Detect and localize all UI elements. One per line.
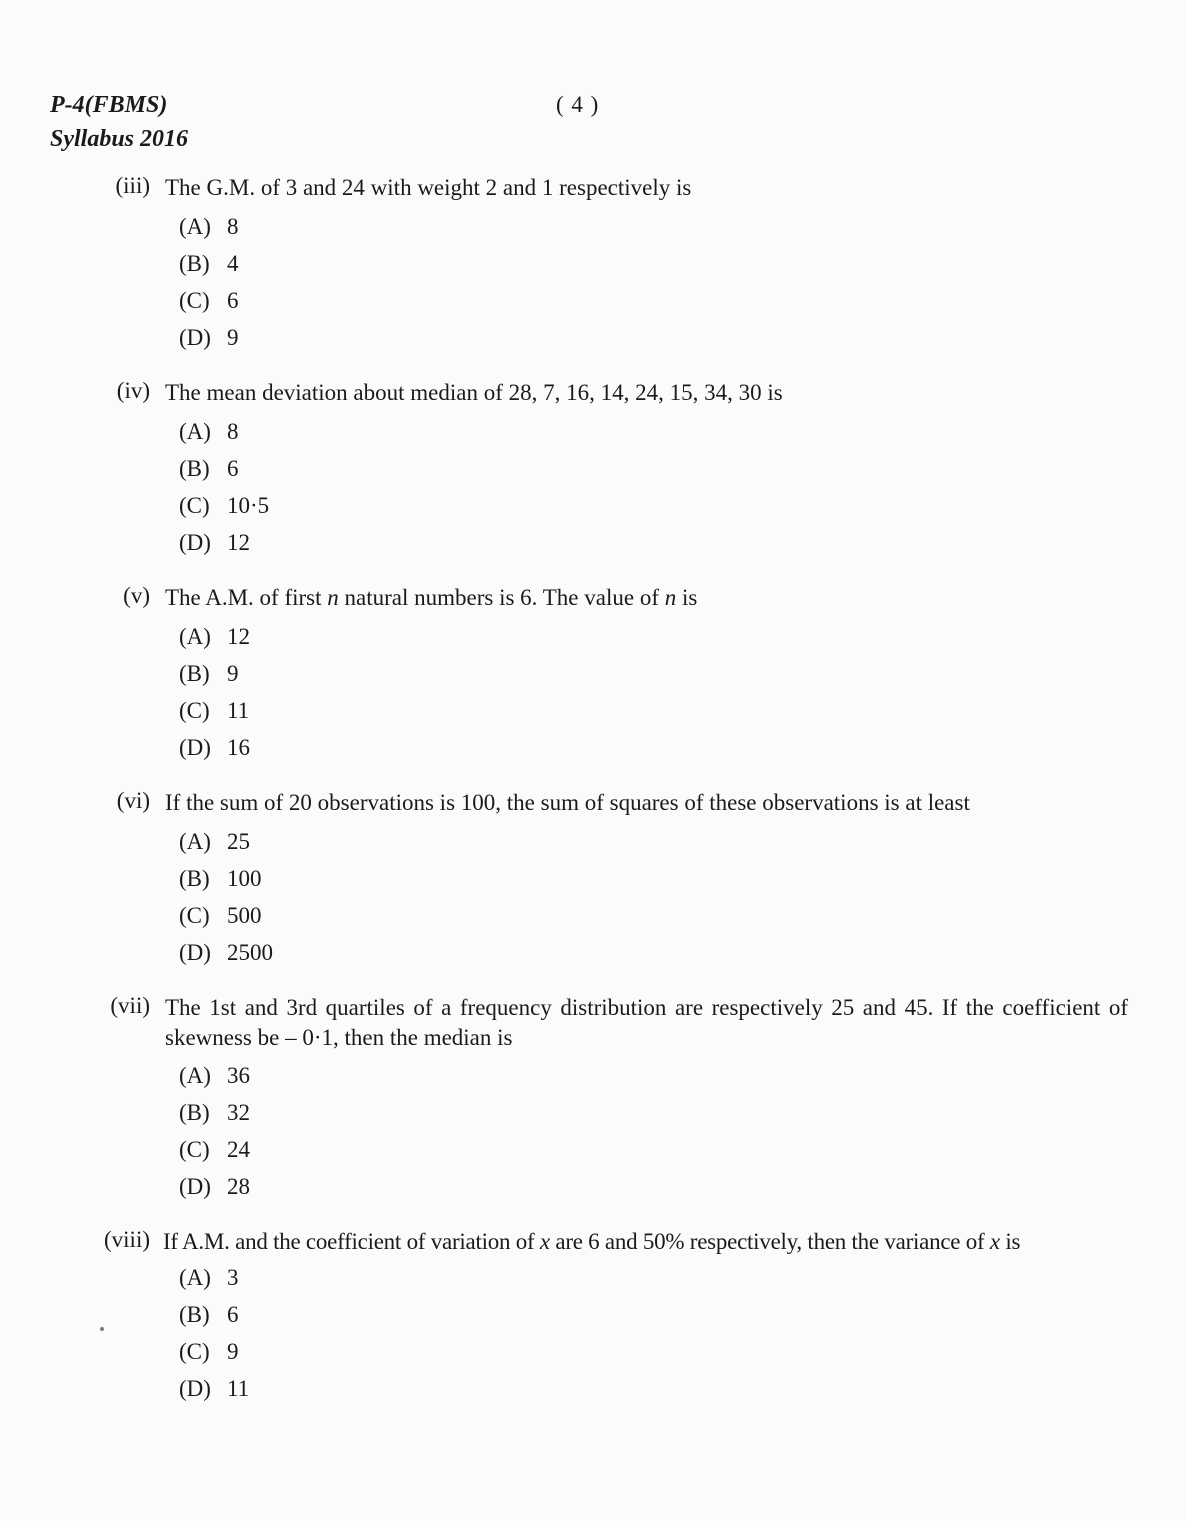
question-text: The A.M. of first n natural numbers is 6. The value of n is	[165, 585, 698, 610]
option-a: (A) 36	[179, 1063, 250, 1088]
question-text: The mean deviation about median of 28, 7, 16, 14, 24, 15, 34, 30 is	[165, 380, 783, 405]
option-a: (A) 8	[179, 214, 239, 239]
option-list	[179, 1259, 249, 1407]
question-number: (iii)	[115, 173, 150, 198]
question-number: (viii)	[104, 1227, 150, 1252]
option-c: (C) 6	[179, 288, 239, 313]
option-b: (B) 4	[179, 251, 239, 276]
option-list	[179, 618, 250, 766]
option-d: (D) 11	[179, 1376, 250, 1401]
question-number: (iv)	[116, 378, 150, 403]
question-text: If the sum of 20 observations is 100, the sum of squares of these observations is at least	[165, 790, 970, 815]
question-number: (vii)	[110, 993, 150, 1018]
option-list	[179, 823, 273, 971]
option-c: (C) 500	[179, 903, 262, 928]
question-text: If A.M. and the coefficient of variation of x are 6 and 50% respectively, then the variance of x is	[163, 1229, 1021, 1254]
option-b: (B) 6	[179, 456, 239, 481]
option-list	[179, 1057, 250, 1205]
question-number: (v)	[123, 583, 150, 608]
option-a: (A) 8	[179, 419, 239, 444]
page-number: ( 4 )	[556, 92, 600, 117]
option-c: (C) 10·5	[179, 493, 270, 518]
paper-code: P-4(FBMS)	[50, 92, 168, 118]
question-number: (vi)	[116, 788, 150, 813]
option-d: (D) 16	[179, 735, 250, 760]
option-b: (B) 6	[179, 1302, 239, 1327]
option-a: (A) 12	[179, 624, 250, 649]
option-c: (C) 9	[179, 1339, 239, 1364]
paper-header	[50, 88, 188, 156]
option-d: (D) 2500	[179, 940, 273, 965]
option-a: (A) 3	[179, 1265, 239, 1290]
syllabus-label: Syllabus 2016	[50, 126, 189, 152]
question-text: The 1st and 3rd quartiles of a frequency distribution are respectively 25 and 45. If the coefficient of skewness be – 0·1, then the median is	[165, 995, 1128, 1050]
option-c: (C) 24	[179, 1137, 250, 1162]
question-text: The G.M. of 3 and 24 with weight 2 and 1 respectively is	[165, 175, 692, 200]
option-d: (D) 28	[179, 1174, 250, 1199]
option-c: (C) 11	[179, 698, 250, 723]
option-b: (B) 100	[179, 866, 262, 891]
option-b: (B) 32	[179, 1100, 250, 1125]
option-d: (D) 9	[179, 325, 239, 350]
option-d: (D) 12	[179, 530, 250, 555]
option-list	[179, 413, 269, 561]
scan-dot	[100, 1327, 104, 1331]
option-a: (A) 25	[179, 829, 250, 854]
option-b: (B) 9	[179, 661, 239, 686]
option-list	[179, 208, 239, 356]
